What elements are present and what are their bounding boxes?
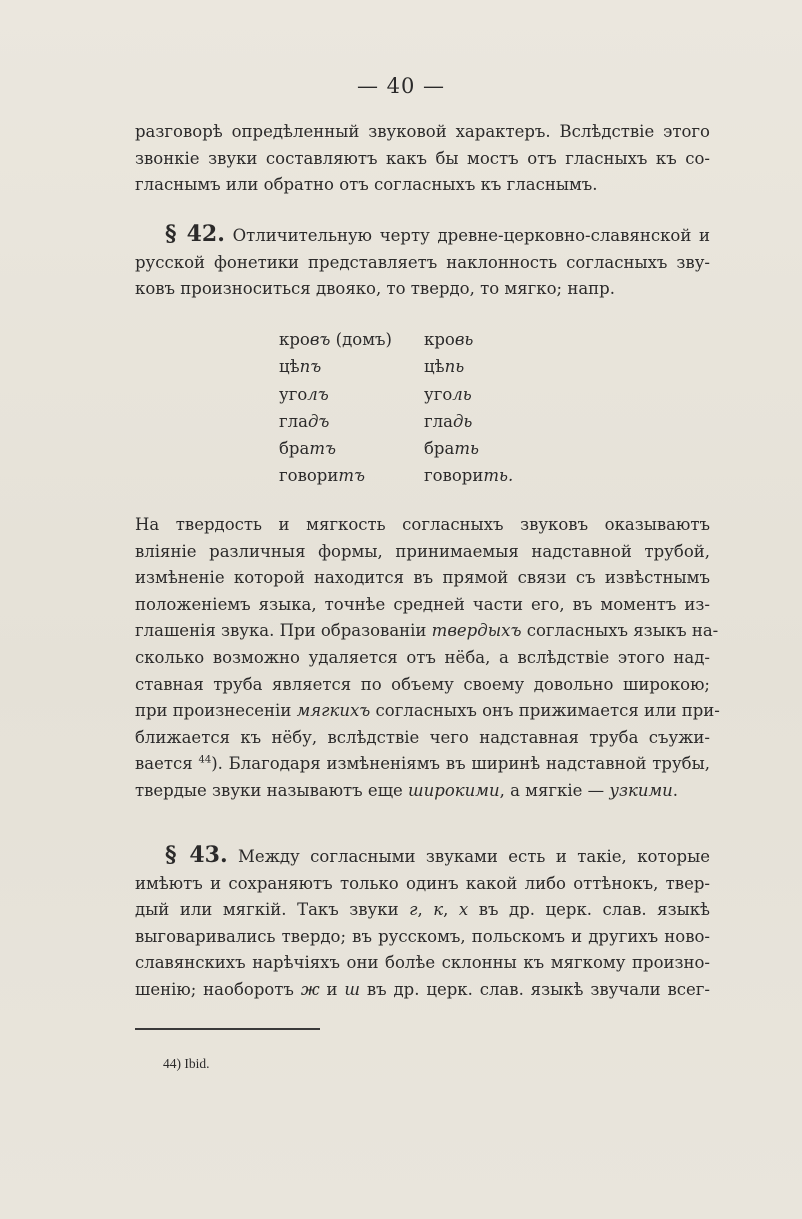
text-line: разговорѣ опредѣленный звуковой характеръ. Вслѣдствіе этого <box>135 122 710 141</box>
word-pair-row <box>279 381 544 408</box>
hard-form: гладъ <box>279 411 330 431</box>
emphasis: узкими <box>609 780 673 800</box>
section-42 <box>135 221 710 303</box>
footnote-divider <box>135 1028 320 1030</box>
section-43 <box>135 842 710 1004</box>
footnote: 44) Ibid. <box>163 1056 210 1071</box>
text-line: ближается къ нёбу, вслѣдствіе чего надставная труба съужи- <box>135 727 710 747</box>
word-pair-row <box>279 326 544 353</box>
soft-form: гладь <box>424 411 473 431</box>
text-line: § 42. Отличительную черту древне-церковно-славянской и <box>165 221 710 247</box>
hard-form: уголъ <box>279 384 329 404</box>
soft-form: кровь <box>424 330 474 349</box>
paragraph-continuation <box>135 119 710 199</box>
soft-form: уголь <box>424 384 472 404</box>
hard-form: кровъ (домъ) <box>279 330 392 349</box>
text-line: глашенія звука. При образованіи твердыхъ согласныхъ языкъ на- <box>135 621 719 641</box>
hard-form: цѣпъ <box>279 357 322 377</box>
text-line: выговаривались твердо; въ русскомъ, польскомъ и другихъ ново- <box>135 926 710 946</box>
text-line: вліяніе различныя формы, принимаемыя надставной трубой, <box>135 541 710 561</box>
text-line: твердые звуки называютъ еще широкими, а мягкіе — узкими. <box>135 780 679 800</box>
text-line: измѣненіе которой находится въ прямой связи съ извѣстнымъ <box>135 568 710 588</box>
soft-form: цѣпь <box>424 357 465 377</box>
text-line: На твердость и мягкость согласныхъ звуковъ оказываютъ <box>135 515 710 534</box>
text-line: ковъ произноситься двояко, то твердо, то мягко; напр. <box>135 279 615 299</box>
text-line: славянскихъ нарѣчіяхъ они болѣе склонны къ мягкому произно- <box>135 953 710 973</box>
text-line: вается $^{44}$). Благодаря измѣненіямъ въ ширинѣ надставной трубы, <box>135 754 710 774</box>
hard-form: братъ <box>279 439 336 459</box>
hard-form: говоритъ <box>279 466 366 486</box>
text-line: сколько возможно удаляется отъ нёба, а вслѣдствіе этого над- <box>135 647 710 667</box>
hard-soft-word-pairs <box>279 326 544 490</box>
soft-form: брать <box>424 439 479 459</box>
text-line: § 43. Между согласными звуками есть и такіе, которые <box>165 842 710 868</box>
text-line: ставная труба является по объему своему довольно широкою; <box>135 674 710 694</box>
word-pair-row <box>279 408 544 435</box>
word-pair-row <box>279 353 544 380</box>
emphasis: мягкихъ <box>296 701 371 721</box>
section-mark: § 43. <box>165 842 228 868</box>
word-pair-row <box>279 435 544 462</box>
soft-form: говорить. <box>424 466 514 486</box>
emphasis: твердыхъ <box>431 621 522 641</box>
page-number: — 40 — <box>356 74 446 98</box>
text-line: положеніемъ языка, точнѣе средней части его, въ моментъ из- <box>135 594 710 614</box>
text-line: имѣютъ и сохраняютъ только одинъ какой либо оттѣнокъ, твер- <box>135 873 710 893</box>
text-line: звонкіе звуки составляютъ какъ бы мостъ отъ гласныхъ къ со- <box>135 148 710 168</box>
section-mark: § 42. <box>165 221 225 247</box>
emphasis: широкими <box>408 780 500 800</box>
text-line: при произнесеніи мягкихъ согласныхъ онъ прижимается или при- <box>135 701 720 721</box>
footnote-ref: 44 <box>198 754 212 766</box>
text-line: гласнымъ или обратно отъ согласныхъ къ гласнымъ. <box>135 175 598 195</box>
paragraph-hardness-softness <box>135 512 720 805</box>
text-line: русской фонетики представляетъ наклонность согласныхъ зву- <box>135 252 710 272</box>
text-line: шенію; наоборотъ ж и ш въ др. церк. слав. языкѣ звучали всег- <box>135 979 710 999</box>
text-line: дый или мягкій. Такъ звуки г, к, х въ др. церк. слав. языкѣ <box>135 900 710 920</box>
word-pair-row <box>279 462 544 489</box>
